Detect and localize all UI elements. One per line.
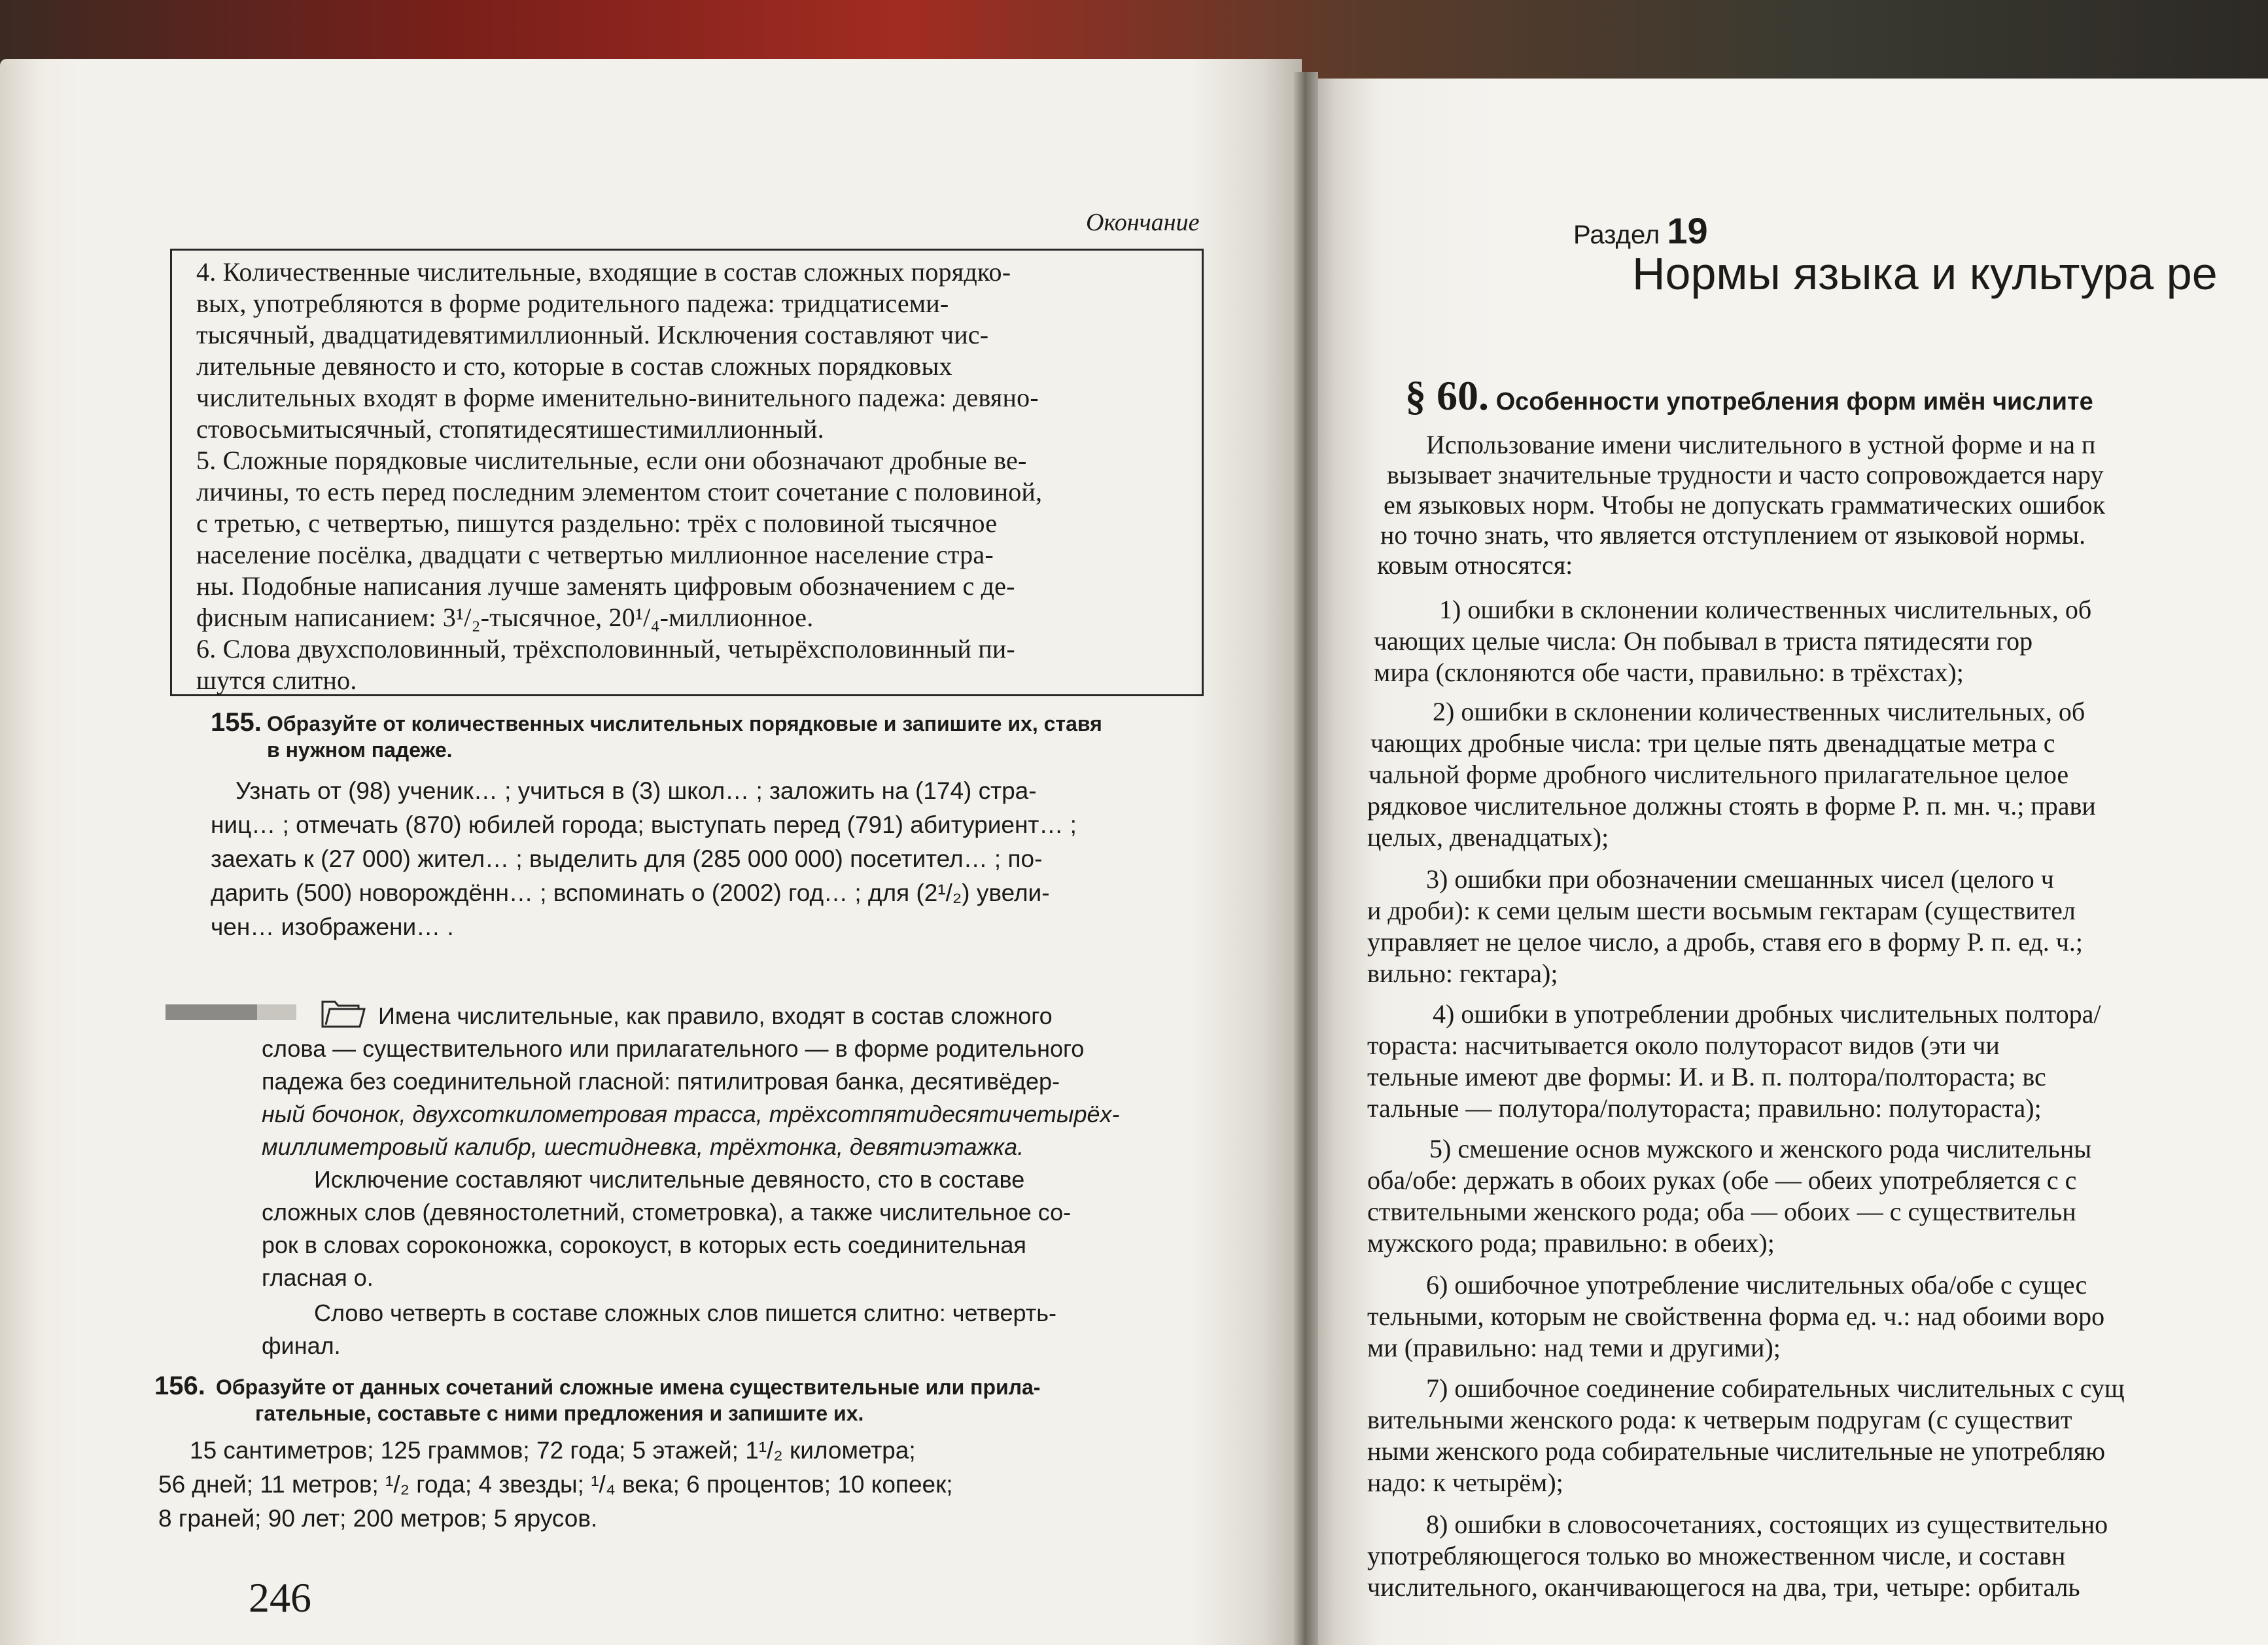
note-text: гласная о. xyxy=(262,1264,374,1291)
body-line: 8) ошибки в словосочетаниях, состоящих из существительно xyxy=(1426,1510,2108,1539)
rule-line: тысячный, двадцатидевятимиллионный. Исключения составляют чис- xyxy=(196,320,989,349)
body-line: чающих дробные числа: три целые пять двенадцатые метра с xyxy=(1370,728,2055,758)
body-line: но точно знать, что является отступлением от языковой нормы. xyxy=(1380,520,2086,550)
body-line: мира (склоняются обе части, правильно: в трёхстах); xyxy=(1374,658,1964,687)
body-line: 7) ошибочное соединение собирательных числительных с сущ xyxy=(1426,1373,2125,1403)
section-label xyxy=(1573,209,1708,252)
exercise-155-instruction: в нужном падеже. xyxy=(267,738,453,762)
body-line: 4) ошибки в употреблении дробных числительных полтора/ xyxy=(1433,999,2101,1029)
table-caption: Окончание xyxy=(1086,209,1200,236)
body-line: 6) ошибочное употребление числительных оба/обе с сущес xyxy=(1426,1270,2087,1300)
paragraph-heading xyxy=(1405,372,2093,420)
page-number: 246 xyxy=(249,1574,311,1621)
note-text: миллиметровый калибр, шестидневка, трёхтонка, девятиэтажка. xyxy=(262,1133,1024,1160)
note-marker-bar xyxy=(166,1004,296,1020)
rule-line: ны. Подобные написания лучше заменять цифровым обозначением с де- xyxy=(196,571,1015,601)
body-line: оба/обе: держать в обоих руках (обе — обеих употребляется с с xyxy=(1367,1165,2077,1195)
body-line: тальные — полутора/полутораста; правильно: полутораста); xyxy=(1367,1093,2042,1123)
note-text: слова — существительного или прилагательного — в форме родительного xyxy=(262,1035,1085,1062)
exercise-156-instruction: гательные, составьте с ними предложения и запишите их. xyxy=(255,1402,864,1425)
body-line: ными женского рода собирательные числительные не употребляю xyxy=(1367,1436,2105,1466)
note-text: Слово четверть в составе сложных слов пишется слитно: четверть- xyxy=(314,1300,1056,1326)
rule-line: стовосьмитысячный, стопятидесятишестимиллионный. xyxy=(196,414,824,444)
body-line: 2) ошибки в склонении количественных числительных, об xyxy=(1433,697,2085,726)
section-label-text: Раздел xyxy=(1573,221,1660,249)
body-line: чальной форме дробного числительного прилагательное целое xyxy=(1369,760,2069,789)
folder-icon xyxy=(321,1000,366,1029)
rule-line: вых, употребляются в форме родительного падежа: тридцатисеми- xyxy=(196,289,949,318)
exercise-156-number: 156. xyxy=(154,1371,205,1400)
body-line: рядковое числительное должны стоять в форме Р. п. мн. ч.; прави xyxy=(1367,791,2096,821)
body-line: Использование имени числительного в устной форме и на п xyxy=(1426,430,2096,459)
body-line: вызывает значительные трудности и часто сопровождается нару xyxy=(1387,460,2104,489)
body-line: употребляющегося только во множественном числе, и составн xyxy=(1367,1541,2066,1570)
paragraph-title: Особенности употребления форм имён числите xyxy=(1495,388,2093,416)
rule-line: 6. Слова двухсполовинный, трёхсполовинный, четырёхсполовинный пи- xyxy=(196,634,1015,663)
rule-line: с третью, с четвертью, пишутся раздельно: трёх с половиной тысячное xyxy=(196,508,998,538)
note-text: финал. xyxy=(262,1332,341,1359)
exercise-155-text: чен… изображени… . xyxy=(211,913,454,940)
body-line: вильно: гектара); xyxy=(1367,959,1558,988)
exercise-155-number: 155. xyxy=(211,708,262,737)
note-text: сложных слов (девяностолетний, стометровка), а также числительное со- xyxy=(262,1199,1072,1226)
body-line: ми (правильно: над теми и другими); xyxy=(1367,1333,1781,1362)
exercise-155-instruction: Образуйте от количественных числительных порядковые и запишите их, ставя xyxy=(267,712,1102,735)
note-text: Имена числительные, как правило, входят в состав сложного xyxy=(378,1002,1053,1029)
book-gutter xyxy=(1292,72,1318,1645)
exercise-155-text: заехать к (27 000) жител… ; выделить для (285 000 000) посетител… ; по- xyxy=(211,845,1043,872)
body-line: чающих целые числа: Он побывал в триста пятидесяти гор xyxy=(1374,626,2033,656)
body-line: тельными, которым не свойственна форма ед. ч.: над обоими воро xyxy=(1367,1301,2105,1331)
body-line: числительного, оканчивающегося на два, три, четыре: орбиталь xyxy=(1367,1572,2080,1602)
rule-line: числительных входят в форме именительно-винительного падежа: девяно- xyxy=(196,383,1039,412)
note-text: падежа без соединительной гласной: пятилитровая банка, десятивёдер- xyxy=(262,1068,1060,1095)
body-line: управляет не целое число, а дробь, ставя его в форму Р. п. ед. ч.; xyxy=(1367,927,2083,957)
note-text: Исключение составляют числительные девяносто, сто в составе xyxy=(314,1166,1025,1193)
body-line: ствительными женского рода; оба — обоих — с существительн xyxy=(1367,1197,2076,1226)
body-line: ковым относятся: xyxy=(1377,550,1573,580)
paragraph-sign: § 60. xyxy=(1405,372,1489,419)
body-line: вительными женского рода: к четверым подругам (с существит xyxy=(1367,1405,2072,1434)
exercise-155-text: дарить (500) новорождённ… ; вспоминать о (2002) год… ; для (2¹/₂) увели- xyxy=(211,879,1050,906)
exercise-156-text: 8 граней; 90 лет; 200 метров; 5 ярусов. xyxy=(158,1505,598,1532)
body-line: ем языковых норм. Чтобы не допускать грамматических ошибок xyxy=(1384,490,2106,520)
body-line: надо: к четырём); xyxy=(1367,1468,1563,1497)
exercise-156-text: 56 дней; 11 метров; ¹/₂ года; 4 звезды; ¹/₄ века; 6 процентов; 10 копеек; xyxy=(158,1471,953,1498)
body-line: целых, двенадцатых); xyxy=(1367,822,1609,852)
body-line: тораста: насчитывается около полуторасот видов (эти чи xyxy=(1367,1031,2000,1060)
note-text: рок в словах сороконожка, сорокоуст, в которых есть соединительная xyxy=(262,1231,1026,1258)
rule-line: население посёлка, двадцати с четвертью миллионное население стра- xyxy=(196,540,994,569)
chapter-title: Нормы языка и культура ре xyxy=(1632,248,2218,299)
body-line: 1) ошибки в склонении количественных числительных, об xyxy=(1439,595,2092,624)
rule-line: личины, то есть перед последним элементом стоит сочетание с половиной, xyxy=(196,477,1043,506)
rule-line: шутся слитно. xyxy=(196,665,357,695)
exercise-156-text: 15 сантиметров; 125 граммов; 72 года; 5 этажей; 1¹/₂ километра; xyxy=(190,1437,916,1464)
rule-line: лительные девяносто и сто, которые в состав сложных порядковых xyxy=(196,351,952,381)
rule-line: фисным написанием: 3¹/₂-тысячное, 20¹/₄-миллионное. xyxy=(196,603,814,632)
body-line: и дроби): к семи целым шести восьмым гектарам (существител xyxy=(1367,896,2076,925)
rule-line: 5. Сложные порядковые числительные, если они обозначают дробные ве- xyxy=(196,446,1027,475)
body-line: 5) смешение основ мужского и женского рода числительны xyxy=(1429,1134,2092,1163)
body-line: 3) ошибки при обозначении смешанных чисел (целого ч xyxy=(1426,864,2054,894)
note-text: ный бочонок, двухсоткилометровая трасса, трёхсотпятидесятичетырёх- xyxy=(262,1101,1120,1127)
exercise-156-instruction: Образуйте от данных сочетаний сложные имена существительные или прила- xyxy=(216,1375,1041,1399)
body-line: мужского рода; правильно: в обеих); xyxy=(1367,1228,1775,1258)
body-line: тельные имеют две формы: И. и В. п. полтора/полтораста; вс xyxy=(1367,1062,2046,1091)
rule-line: 4. Количественные числительные, входящие в состав сложных порядко- xyxy=(196,257,1011,287)
exercise-155-text: ниц… ; отмечать (870) юбилей города; выступать перед (791) абитуриент… ; xyxy=(211,811,1077,838)
exercise-155-text: Узнать от (98) ученик… ; учиться в (3) школ… ; заложить на (174) стра- xyxy=(236,777,1037,804)
section-number: 19 xyxy=(1667,210,1708,251)
